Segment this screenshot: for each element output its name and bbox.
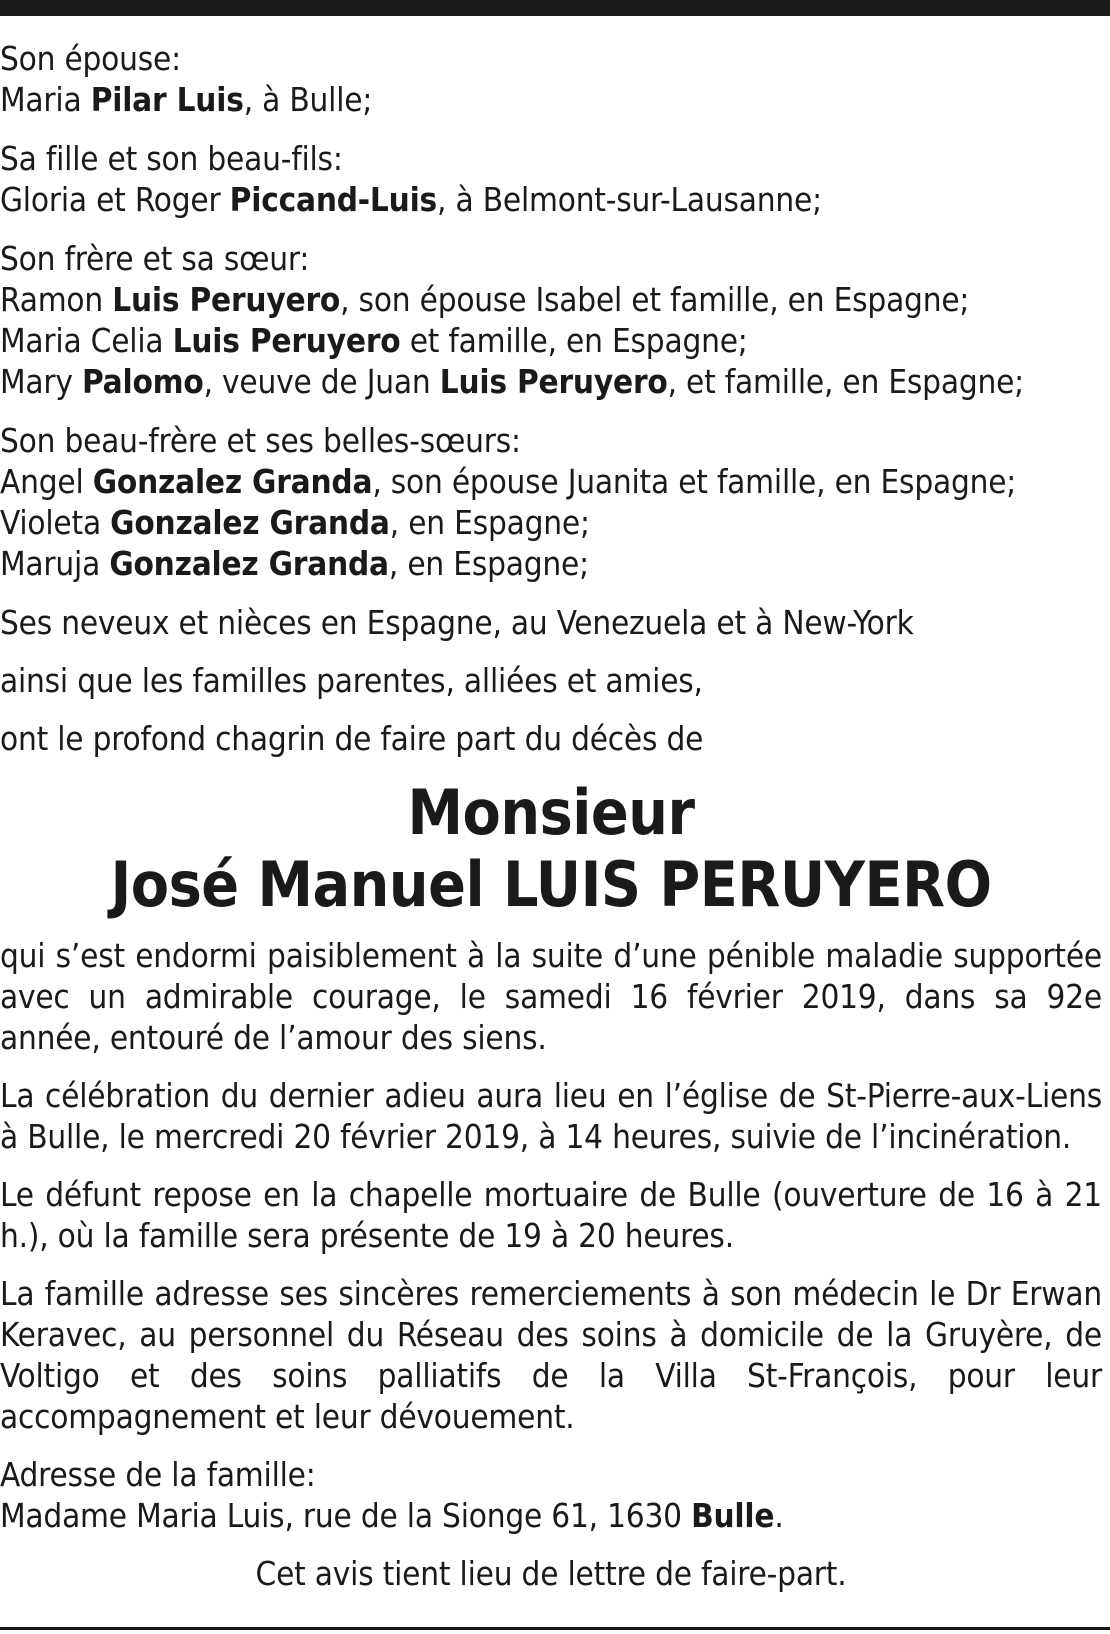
family-group-heading: Sa fille et son beau-fils:: [0, 139, 343, 178]
member-text: Angel: [0, 462, 93, 501]
member-text: , son épouse Isabel et famille, en Espagne;: [340, 280, 970, 319]
family-list: [0, 38, 1102, 584]
member-text: Ramon: [0, 280, 113, 319]
address-heading: Adresse de la famille:: [0, 1455, 316, 1494]
family-member-line: [0, 361, 1102, 402]
family-member-line: [0, 502, 1102, 543]
member-surname: Gonzalez Granda: [109, 544, 389, 583]
family-member-line: [0, 543, 1102, 584]
member-surname: Luis Peruyero: [439, 362, 668, 401]
member-surname: Gonzalez Granda: [110, 503, 390, 542]
family-group-heading: Son frère et sa sœur:: [0, 239, 310, 278]
announcement-line: ont le profond chagrin de faire part du décès de: [0, 719, 704, 758]
family-member-line: [0, 461, 1102, 502]
obituary-notice: [0, 38, 1102, 1594]
family-member-line: [0, 79, 1102, 120]
family-group: [0, 138, 1102, 220]
member-text: , son épouse Juanita et famille, en Espagne;: [372, 462, 1017, 501]
member-surname: Pilar Luis: [90, 80, 244, 119]
thanks-paragraph: La famille adresse ses sincères remerciements à son médecin le Dr Erwan Keravec, au personnel du Réseau des soins à domicile de la Gruyère, de Voltigo et des soins palliatifs de la Villa St-François, pour leur accompagnement et leur dévouement.: [0, 1274, 1102, 1436]
bottom-border-rule: [0, 1627, 1110, 1630]
member-surname: Luis Peruyero: [172, 321, 401, 360]
family-member-line: [0, 320, 1102, 361]
deceased-heading: [0, 777, 1102, 921]
member-text: Maria Celia: [0, 321, 173, 360]
address-line: [0, 1495, 1102, 1536]
member-text: et famille, en Espagne;: [400, 321, 748, 360]
member-text: Violeta: [0, 503, 111, 542]
member-text: , et famille, en Espagne;: [667, 362, 1024, 401]
member-surname: Piccand-Luis: [229, 180, 438, 219]
family-group: [0, 420, 1102, 584]
member-text: Mary: [0, 362, 82, 401]
member-text: , en Espagne;: [389, 503, 590, 542]
member-text: , à Bulle;: [243, 80, 373, 119]
family-address: [0, 1454, 1102, 1536]
address-street: Madame Maria Luis, rue de la Sionge 61, 1630: [0, 1496, 692, 1535]
top-border-rule: [0, 0, 1110, 16]
death-paragraph: qui s’est endormi paisiblement à la suite d’une pénible maladie supportée avec un admirable courage, le samedi 16 février 2019, dans sa 92e année, entouré de l’amour des siens.: [0, 936, 1102, 1057]
member-surname: Gonzalez Granda: [92, 462, 373, 501]
address-end: .: [774, 1496, 784, 1535]
family-group: [0, 238, 1102, 402]
member-text: , en Espagne;: [388, 544, 589, 583]
address-city: Bulle: [691, 1496, 775, 1535]
family-group: [0, 38, 1102, 120]
member-surname: Palomo: [82, 362, 204, 401]
family-member-line: [0, 279, 1102, 320]
member-text: Maruja: [0, 544, 110, 583]
member-text: Gloria et Roger: [0, 180, 230, 219]
deceased-name: José Manuel LUIS PERUYERO: [110, 848, 992, 921]
member-surname: Luis Peruyero: [112, 280, 341, 319]
family-group-heading: Son épouse:: [0, 39, 181, 78]
families-line: ainsi que les familles parentes, alliées et amies,: [0, 661, 703, 700]
family-member-line: [0, 179, 1102, 220]
member-text: , veuve de Juan: [203, 362, 440, 401]
family-group-heading: Son beau-frère et ses belles-sœurs:: [0, 421, 521, 460]
rest-paragraph: Le défunt repose en la chapelle mortuaire de Bulle (ouverture de 16 à 21 h.), où la famille sera présente de 19 à 20 heures.: [0, 1175, 1102, 1255]
ceremony-paragraph: La célébration du dernier adieu aura lieu en l’église de St-Pierre-aux-Liens à Bulle, le mercredi 20 février 2019, à 14 heures, suivie de l’incinération.: [0, 1076, 1102, 1156]
nephews-line: Ses neveux et nièces en Espagne, au Venezuela et à New-York: [0, 603, 914, 642]
member-text: , à Belmont-sur-Lausanne;: [437, 180, 822, 219]
closing-note: Cet avis tient lieu de lettre de faire-part.: [255, 1554, 847, 1593]
member-text: Maria: [0, 80, 91, 119]
honorific: Monsieur: [407, 776, 695, 849]
